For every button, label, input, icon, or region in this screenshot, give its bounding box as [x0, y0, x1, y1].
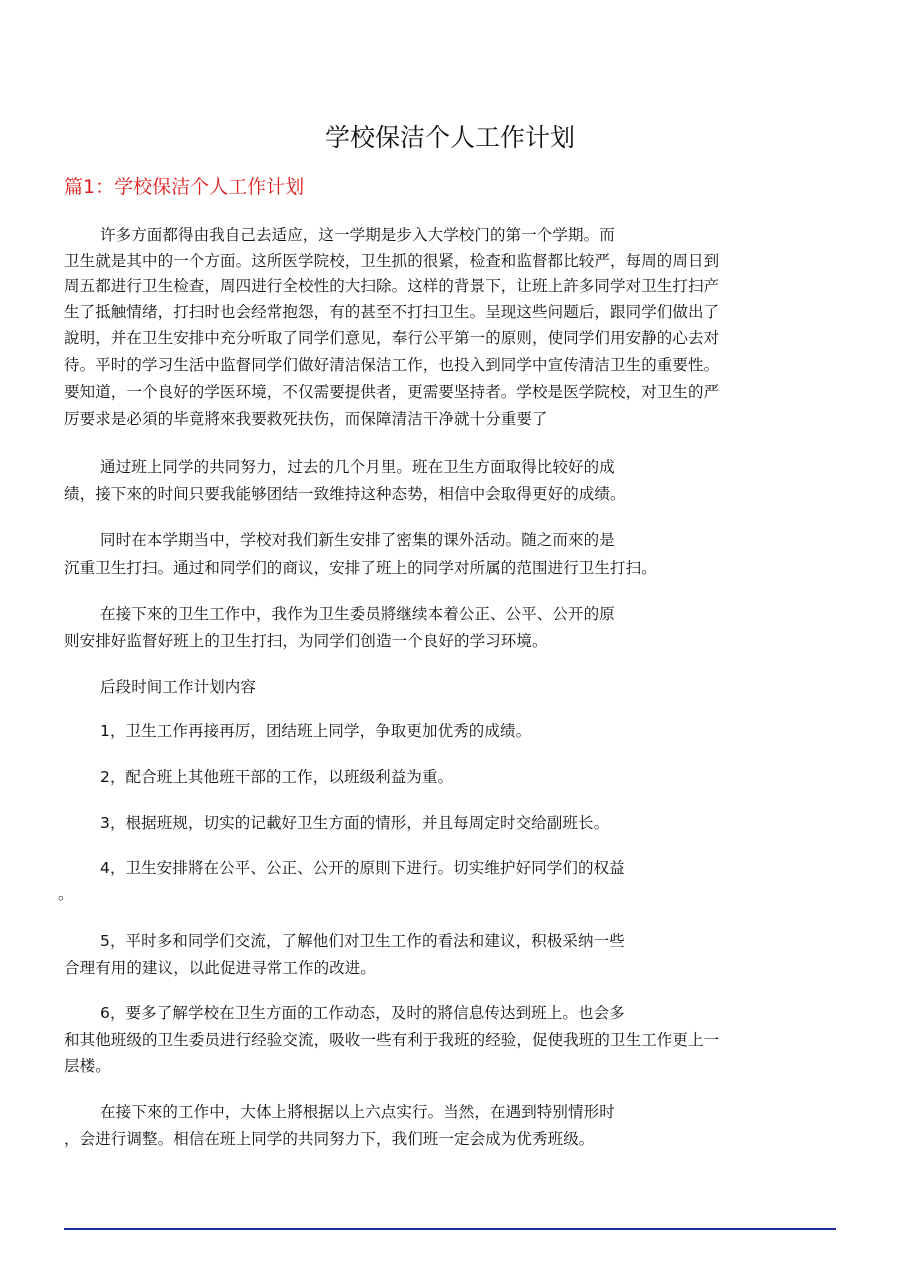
text-line: 合理有用的建议，以此促进寻常工作的改进。	[64, 959, 377, 977]
text-line: 沉重卫生打扫。通过和同学们的商议，安排了班上的同学对所属的范围进行卫生打扫。	[64, 559, 657, 577]
text-line: 绩，接下來的时间只要我能够团结一致维持这种态势，相信中会取得更好的成绩。	[64, 485, 626, 503]
plan-item: 5，平时多和同学们交流，了解他们对卫生工作的看法和建议，积极采纳一些	[100, 932, 625, 950]
plan-heading: 后段时间工作计划内容	[100, 678, 257, 696]
text-line: 要知道，一个良好的学医环境，不仅需要提供者，更需要坚持者。学校是医学院校，对卫生的严	[64, 383, 720, 401]
text-line: 。	[58, 885, 74, 903]
text-line: 生了抵触情绪，打扫时也会经常抱怨，有的甚至不打扫卫生。呈现这些问题后，跟同学们做出了	[64, 303, 720, 321]
text-line: 在接下來的卫生工作中，我作为卫生委员將继续本着公正、公平、公开的原	[100, 605, 615, 623]
footer-divider	[64, 1228, 836, 1230]
plan-item: 4，卫生安排將在公平、公正、公开的原則下进行。切实维护好同学们的权益	[100, 859, 625, 877]
document-title: 学校保洁个人工作计划	[324, 123, 575, 152]
text-line: 和其他班级的卫生委员进行经验交流，吸收一些有利于我班的经验，促使我班的卫生工作更上一	[64, 1031, 720, 1049]
plan-item: 2，配合班上其他班干部的工作，以班级利益为重。	[100, 768, 454, 786]
text-line: 通过班上同学的共同努力，过去的几个月里。班在卫生方面取得比较好的成	[100, 458, 615, 476]
text-line: 则安排好监督好班上的卫生打扫，为同学们创造一个良好的学习环境。	[64, 632, 548, 650]
text-line: 层楼。	[64, 1057, 111, 1075]
text-line: 同时在本学期当中，学校对我们新生安排了密集的课外活动。随之而來的是	[100, 531, 615, 549]
text-line: ，会进行调整。相信在班上同学的共同努力下，我们班一定会成为优秀班级。	[64, 1130, 595, 1148]
text-line: 說明，并在卫生安排中充分听取了同学们意见，奉行公平第一的原则，使同学们用安静的心去对	[64, 329, 720, 347]
text-line: 厉要求是必須的毕竟將來我要救死扶伤，而保障清洁干净就十分重要了	[64, 410, 548, 428]
text-line: 在接下來的工作中，大体上將根据以上六点实行。当然，在遇到特别情形时	[100, 1103, 615, 1121]
section-heading: 篇1：学校保洁个人工作计划	[64, 176, 305, 198]
plan-item: 6，要多了解学校在卫生方面的工作动态，及时的將信息传达到班上。也会多	[100, 1004, 625, 1022]
plan-item: 1，卫生工作再接再厉，团结班上同学，争取更加优秀的成绩。	[100, 722, 532, 740]
text-line: 周五都进行卫生检查，周四进行全校性的大扫除。这样的背景下，让班上許多同学对卫生打扫产	[64, 277, 720, 295]
text-line: 待。平时的学习生活中监督同学们做好清洁保洁工作，也投入到同学中宣传清洁卫生的重要性。	[64, 356, 720, 374]
text-line: 许多方面都得由我自己去适应，这一学期是步入大学校门的第一个学期。而	[100, 226, 615, 244]
plan-item: 3，根据班规，切实的记載好卫生方面的情形，并且每周定时交给副班长。	[100, 814, 610, 832]
text-line: 卫生就是其中的一个方面。这所医学院校，卫生抓的很紧，检查和监督都比较严，每周的周日到	[64, 252, 720, 270]
